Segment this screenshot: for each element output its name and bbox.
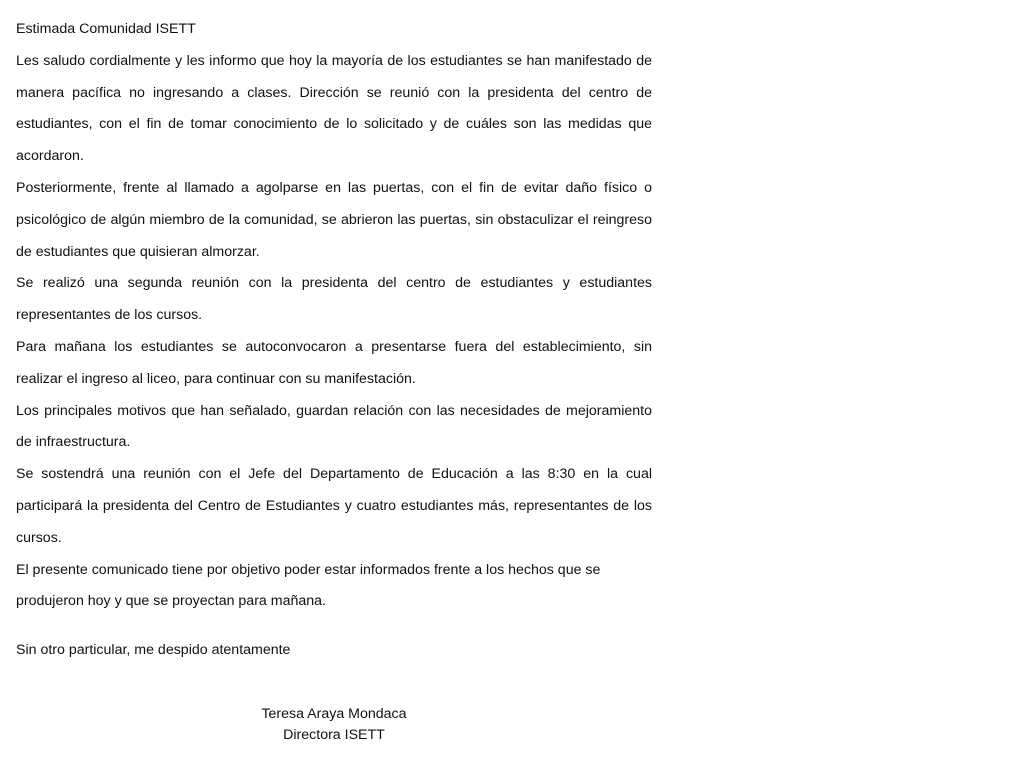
signature-title: Directora ISETT xyxy=(283,727,385,743)
letter-body xyxy=(16,14,652,618)
paragraph-second-meeting: Se realizó una segunda reunión con la presidenta del centro de estudiantes y estudiantes representantes de los cursos. xyxy=(16,275,652,324)
paragraph-tomorrow-plans: Para mañana los estudiantes se autoconvocaron a presentarse fuera del establecimiento, sin realizar el ingreso al liceo, para continuar con su manifestación. xyxy=(16,338,652,387)
signature-block xyxy=(226,704,442,746)
letter-closing: Sin otro particular, me despido atentamente xyxy=(16,642,291,658)
signature-name: Teresa Araya Mondaca xyxy=(261,706,407,722)
letter-greeting: Estimada Comunidad ISETT xyxy=(16,21,196,37)
paragraph-main-reasons: Los principales motivos que han señalado, guardan relación con las necesidades de mejoramiento de infraestructura. xyxy=(16,402,652,451)
paragraph-students-protest: Les saludo cordialmente y les informo que hoy la mayoría de los estudiantes se han manifestado de manera pacífica no ingresando a clases. Dirección se reunió con la presidenta del centro de estudiantes, con el fin de tomar conocimiento de lo solicitado y de cuáles son las medidas que acordaron. xyxy=(16,52,652,165)
paragraph-purpose: El presente comunicado tiene por objetivo poder estar informados frente a los hechos que se produjeron hoy y que se proyectan para mañana. xyxy=(16,561,601,610)
paragraph-doors-opened: Posteriormente, frente al llamado a agolparse en las puertas, con el fin de evitar daño físico o psicológico de algún miembro de la comunidad, se abrieron las puertas, sin obstaculizar el reingreso de estudiantes que quisieran almorzar. xyxy=(16,179,652,260)
paragraph-education-meeting: Se sostendrá una reunión con el Jefe del Departamento de Educación a las 8:30 en la cual participará la presidenta del Centro de Estudiantes y cuatro estudiantes más, representantes de los cursos. xyxy=(16,466,652,546)
